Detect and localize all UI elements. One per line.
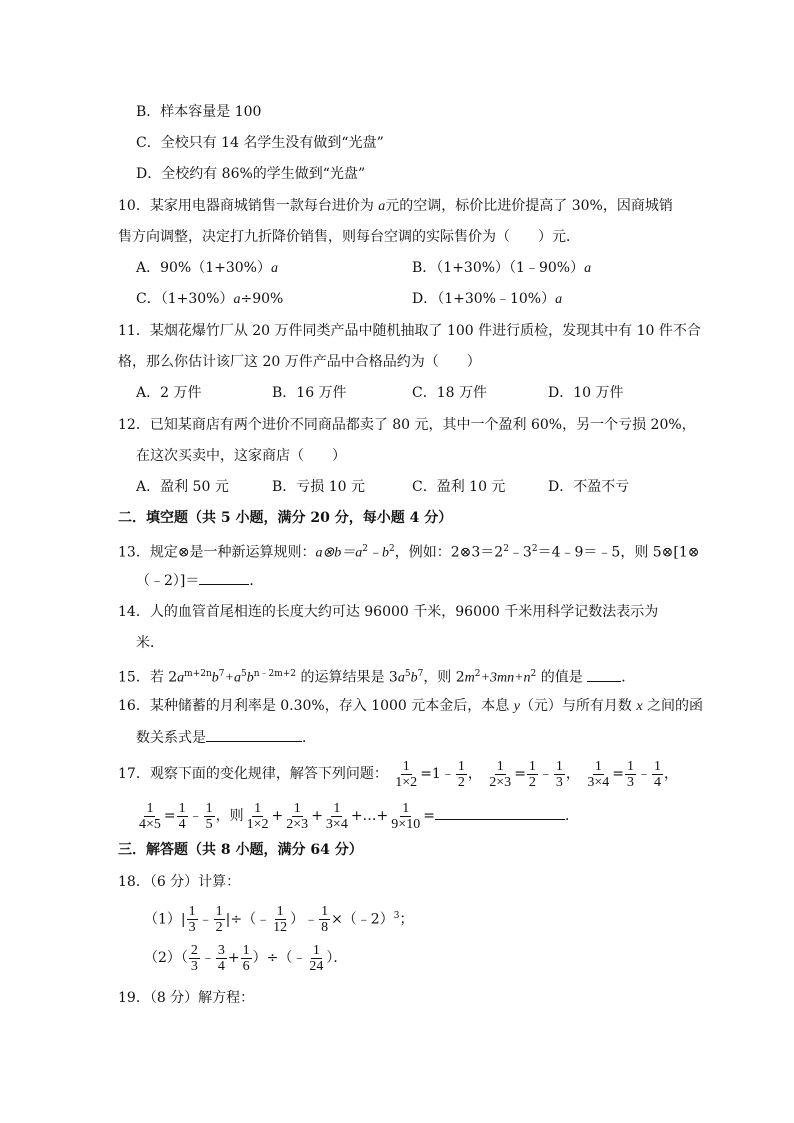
q19-title: 19．（8 分）解方程： [118,990,255,1006]
q15-answer-blank[interactable] [587,667,621,682]
q16-stem-line2: 数关系式是 ． [136,727,316,748]
fraction: $\frac{1}{2}$ [457,758,465,790]
fraction: $\frac{1}{2}$ [215,904,223,936]
q11-stem-line1: 11．某烟花爆竹厂从 20 万件同类产品中随机抽取了 100 件进行质检，发现其中有 10 件不合 [118,323,701,339]
fraction: $\frac{1}{3}$ [555,758,563,790]
fraction: $\frac{1}{1\times 2}$ [246,800,269,832]
fraction: $\frac{1}{4}$ [178,800,186,832]
fraction: $\frac{1}{1\times 2}$ [395,758,418,790]
q13-stem-line2: （﹣2）]＝ ． [136,570,263,591]
q10-option-d: D．（1+30%﹣10%）a [412,291,563,307]
fraction: $\frac{1}{4}$ [654,758,662,790]
q16-stem-line1: 16．某种储蓄的月利率是 0.30%，存入 1000 元本金后，本息 y（元）与所有月数 x 之间的函 [118,698,704,714]
q11-stem-line2: 格，那么你估计该厂这 20 万件产品中合格品约为（ ） [118,354,481,370]
q17-stem-line1: 17．观察下面的变化规律，解答下列问题： $\frac{1}{1\times 2}$ =1﹣ $\frac{1}{2}$ ， $\frac{1}{2\times 3}$ = $\frac{1}{2}$ ﹣ $\frac{1}{3}$ ， $\frac{1}{3\times 4}$ = $\frac{1}{3}$ ﹣ $\frac{1}{4}$ ， [118,758,679,790]
fraction: $\frac{1}{24}$ [309,942,324,974]
q12-option-a: A．盈利 50 元 [136,479,229,495]
fraction: $\frac{2}{3}$ [190,942,198,974]
fraction: $\frac{1}{5}$ [205,800,213,832]
fraction: $\frac{1}{3}$ [627,758,635,790]
fraction: $\frac{1}{3}$ [188,904,196,936]
q11-option-c: C．18 万件 [412,385,487,401]
fraction: $\frac{1}{8}$ [321,904,329,936]
q10-option-b: B．（1+30%）（1﹣90%）a [412,260,592,276]
q10-stem-line1: 10．某家用电器商城销售一款每台进价为 a元的空调，标价比进价提高了 30%，因商城销 [118,198,673,214]
q17-stem-line2: $\frac{1}{4\times 5}$ = $\frac{1}{4}$ ﹣ $\frac{1}{5}$ ，则 $\frac{1}{1\times 2}$ + $\frac{1}{2\times 3}$ + $\frac{1}{3\times 4}$ +…+ $\frac{1}{9\times 10}$ = ． [139,800,579,832]
q11-option-b: B．16 万件 [272,385,347,401]
fraction: $\frac{1}{6}$ [242,942,250,974]
q18-part1: （1）| $\frac{1}{3}$ ﹣ $\frac{1}{2}$ |÷（﹣ $\frac{1}{12}$ ）﹣ $\frac{1}{8}$ ×（﹣2）$^3$； [144,904,414,936]
q14-stem-line1: 14．人的血管首尾相连的长度大约可达 96000 千米，96000 千米用科学记数法表示为 [118,604,659,620]
q15-stem: 15．若 $2a^{m+2n}b^7+a^5b^{n﹣2m+2}$ 的运算结果是 $3a^5b^7$，则 $2m^2+3mn+n^2$ 的值是 ． [118,664,635,689]
q9-option-b: B．样本容量是 100 [136,104,262,120]
fraction: $\frac{1}{2}$ [528,758,536,790]
fraction: $\frac{1}{2\times 3}$ [489,758,512,790]
q18-title: 18．（6 分）计算： [118,874,241,890]
q12-option-c: C．盈利 10 元 [412,479,506,495]
q9-option-c: C．全校只有 14 名学生没有做到“光盘” [136,135,384,151]
fraction: $\frac{1}{3\times 4}$ [325,800,348,832]
q12-option-b: B．亏损 10 元 [272,479,366,495]
q13-stem-line1: 13．规定⊗是一种新运算规则：$a\otimes b=a^2﹣b^2$，例如：$2\otimes 3=2^2﹣3^2=4﹣9=﹣5$，则 5⊗[1⊗ [118,544,700,561]
q12-option-d: D．不盈不亏 [548,479,630,495]
q10-option-a: A．90%（1+30%）a [136,260,278,276]
fraction: $\frac{1}{12}$ [273,904,288,936]
section-solve-title: 三．解答题（共 8 小题，满分 64 分） [118,842,363,858]
section-fill-blank-title: 二．填空题（共 5 小题，满分 20 分，每小题 4 分） [118,510,453,526]
q17-answer-blank[interactable] [435,805,565,820]
q10-stem-line2: 售方向调整，决定打九折降价销售，则每台空调的实际售价为（ ）元． [118,229,580,245]
q9-option-d: D．全校约有 86%的学生做到“光盘” [136,166,366,182]
fraction: $\frac{1}{2\times 3}$ [286,800,309,832]
q13-answer-blank[interactable] [199,570,249,585]
q11-option-d: D．10 万件 [548,385,624,401]
q16-answer-blank[interactable] [206,727,302,742]
fraction: $\frac{3}{4}$ [217,942,225,974]
q10-option-c: C．（1+30%）a÷90% [136,291,284,307]
q12-stem-line1: 12．已知某商店有两个进价不同商品都卖了 80 元，其中一个盈利 60%，另一个亏损 20%， [118,417,696,433]
q12-stem-line2: 在这次买卖中，这家商店（ ） [136,448,346,464]
fraction: $\frac{1}{3\times 4}$ [587,758,610,790]
fraction: $\frac{1}{9\times 10}$ [391,800,421,832]
q11-option-a: A．2 万件 [136,385,202,401]
q18-part2: （2）（ $\frac{2}{3}$ ﹣ $\frac{3}{4}$ + $\frac{1}{6}$ ）÷（﹣ $\frac{1}{24}$ ）． [144,942,348,974]
q14-stem-line2: 米． [136,635,164,651]
fraction: $\frac{1}{4\times 5}$ [139,800,161,832]
